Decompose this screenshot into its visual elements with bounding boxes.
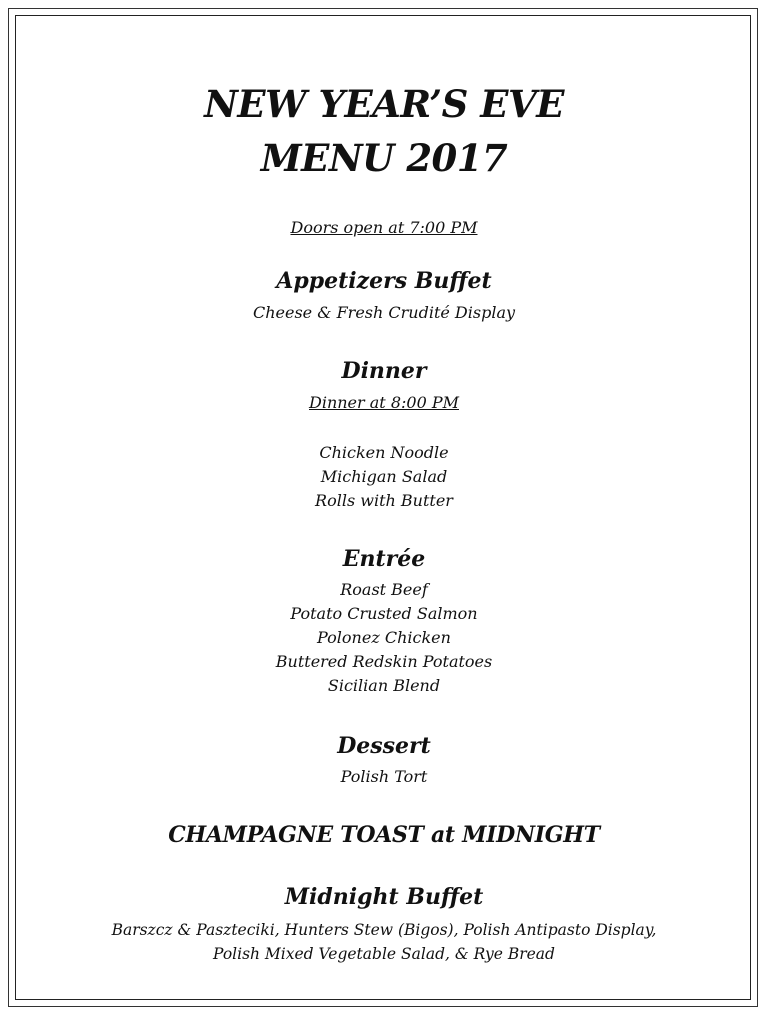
midnight-buffet-heading: Midnight Buffet xyxy=(284,884,484,910)
list-item: Sicilian Blend xyxy=(327,676,441,695)
menu-title-line1: NEW YEAR’S EVE xyxy=(204,82,564,126)
dinner-heading: Dinner xyxy=(341,358,427,384)
list-item: Michigan Salad xyxy=(320,467,448,486)
entree-list xyxy=(20,578,748,698)
appetizers-item: Cheese & Fresh Crudité Display xyxy=(252,303,516,322)
dinner-time-text: Dinner at 8:00 PM xyxy=(309,393,459,412)
list-item: Potato Crusted Salmon xyxy=(290,604,478,623)
midnight-buffet-line2: Polish Mixed Vegetable Salad, & Rye Bread xyxy=(213,945,555,963)
menu-title-line2: MENU 2017 xyxy=(260,136,508,180)
appetizers-heading: Appetizers Buffet xyxy=(276,268,492,294)
doors-open-text: Doors open at 7:00 PM xyxy=(290,218,478,237)
entree-heading: Entrée xyxy=(342,546,426,572)
list-item: Buttered Redskin Potatoes xyxy=(275,652,493,671)
midnight-buffet-line1: Barszcz & Paszteciki, Hunters Stew (Bigos), Polish Antipasto Display, xyxy=(111,921,657,939)
champagne-toast-heading: CHAMPAGNE TOAST at MIDNIGHT xyxy=(168,822,600,848)
dessert-item: Polish Tort xyxy=(340,767,428,786)
list-item: Roast Beef xyxy=(340,580,428,599)
dessert-heading: Dessert xyxy=(337,733,431,759)
list-item: Rolls with Butter xyxy=(315,491,453,510)
list-item: Chicken Noodle xyxy=(319,443,449,462)
dinner-list xyxy=(20,441,748,513)
list-item: Polonez Chicken xyxy=(317,628,451,647)
